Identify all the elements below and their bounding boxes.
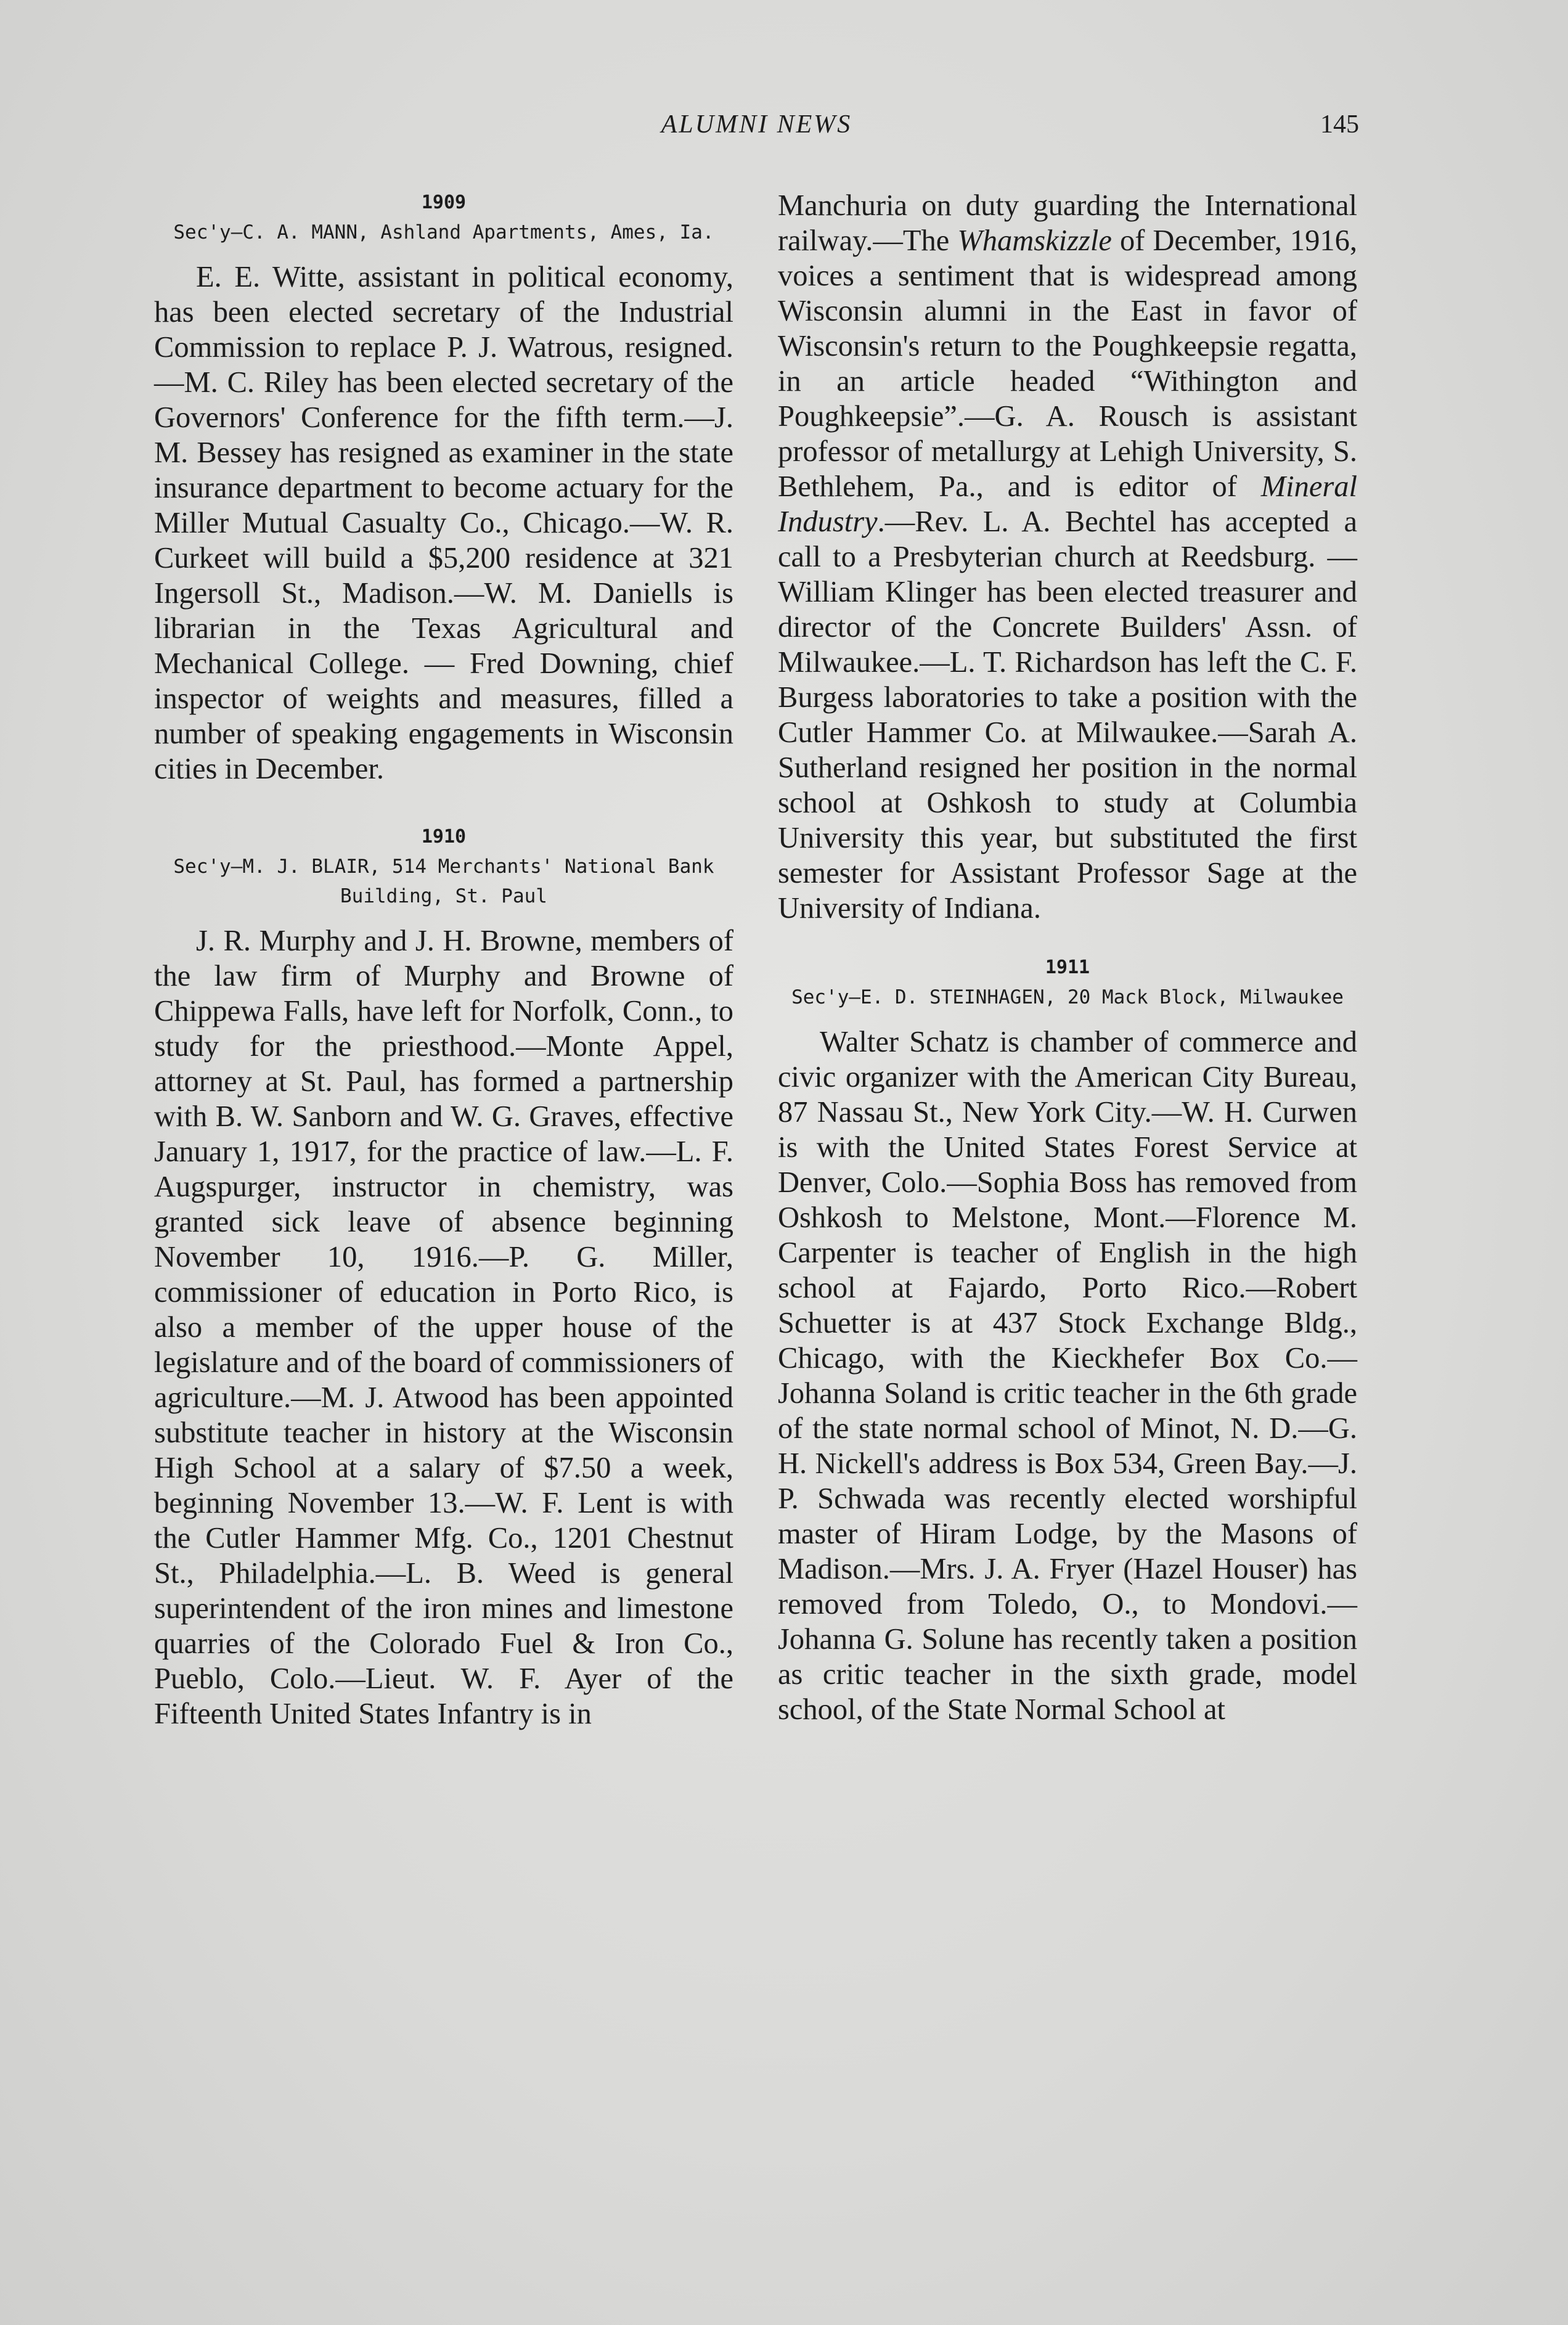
text-run: Manchuria on duty guarding the International railway.—The xyxy=(778,189,1357,257)
section-gap xyxy=(154,787,733,822)
secretary-line: Sec'y—E. D. STEINHAGEN, 20 Mack Block, Milwaukee xyxy=(791,986,1344,1008)
news-paragraph: E. E. Witte, assistant in political economy, has been elected secretary of the Industrial Commission to replace P. J. Watrous, resigned.—M. C. Riley has been elected secretary of the Governors' Conference for the fifth term.—J. M. Bessey has resigned as examiner in the state insurance department to become actuary for the Miller Mutual Casualty Co., Chicago.—W. R. Curkeet will build a $5,200 residence at 321 Ingersoll St., Madison.—W. M. Daniells is librarian in the Texas Agricultural and Mechanical College. — Fred Downing, chief inspector of weights and measures, filled a number of speaking engagements in Wisconsin cities in December. xyxy=(154,261,733,785)
section-1909 xyxy=(154,188,733,787)
publication-title: Mineral Industry xyxy=(778,470,1357,538)
left-column xyxy=(154,188,733,1731)
secretary-line: Sec'y—C. A. MANN, Ashland Apartments, Ames, Ia. xyxy=(173,221,714,243)
running-header xyxy=(154,110,1359,147)
section-1910-continued xyxy=(778,188,1357,926)
section-1910 xyxy=(154,822,733,1731)
class-year-heading: 1911 xyxy=(1045,957,1090,978)
secretary-line: Sec'y—M. J. BLAIR, 514 Merchants' National Bank Building, St. Paul xyxy=(173,856,714,907)
section-1911 xyxy=(778,953,1357,1727)
news-paragraph: Walter Schatz is chamber of commerce and civic organizer with the American City Bureau, 87 Nassau St., New York City.—W. H. Curwen is with the United States Forest Service at Denver, Colo.—Sophia Boss has removed from Oshkosh to Melstone, Mont.—Florence M. Carpenter is teacher of English in the high school at Fajardo, Porto Rico.—Robert Schuetter is at 437 Stock Exchange Bldg., Chicago, with the Kieckhefer Box Co.—Johanna Soland is critic teacher in the 6th grade of the state normal school of Minot, N. D.—G. H. Nickell's address is Box 534, Green Bay.—J. P. Schwada was recently elected worshipful master of Hiram Lodge, by the Masons of Madison.—Mrs. J. A. Fryer (Hazel Houser) has removed from Toledo, O., to Mondovi.—Johanna G. Solune has recently taken a position as critic teacher in the sixth grade, model school, of the State Normal School at xyxy=(778,1026,1357,1726)
news-paragraph-continued xyxy=(778,188,1357,926)
header-title: ALUMNI NEWS xyxy=(661,110,852,139)
publication-title: Whamskizzle xyxy=(957,224,1112,257)
class-year-heading: 1909 xyxy=(421,192,467,213)
section-gap xyxy=(778,926,1357,953)
news-paragraph: J. R. Murphy and J. H. Browne, members of the law firm of Murphy and Browne of Chippewa Falls, have left for Norfolk, Conn., to study for the priesthood.—Monte Appel, attorney at St. Paul, has formed a partnership with B. W. Sanborn and W. G. Graves, effective January 1, 1917, for the practice of law.—L. F. Augspurger, instructor in chemistry, was granted sick leave of absence beginning November 10, 1916.—P. G. Miller, commissioner of education in Porto Rico, is also a member of the upper house of the legislature and of the board of commissioners of agriculture.—M. J. Atwood has been appointed substitute teacher in history at the Wisconsin High School at a salary of $7.50 a week, beginning November 13.—W. F. Lent is with the Cutler Hammer Mfg. Co., 1201 Chestnut St., Philadelphia.—L. B. Weed is general superintendent of the iron mines and limestone quarries of the Colorado Fuel & Iron Co., Pueblo, Colo.—Lieut. W. F. Ayer of the Fifteenth United States Infantry is in xyxy=(154,925,733,1730)
text-run: of December, 1916, voices a sentiment that is widespread among Wisconsin alumni in the East in favor of Wisconsin's return to the Poughkeepsie regatta, in an article headed “Withington and Poughkeepsie”.—G. A. Rousch is assistant professor of metallurgy at Lehigh University, S. Bethlehem, Pa., and is editor of xyxy=(778,224,1358,503)
page-number: 145 xyxy=(1320,110,1359,139)
text-run: .—Rev. L. A. Bechtel has accepted a call to a Presbyterian church at Reedsburg. — William Klinger has been elected treasurer and director of the Concrete Builders' Assn. of Milwaukee.—L. T. Richardson has left the C. F. Burgess laboratories to take a position with the Cutler Hammer Co. at Milwaukee.—Sarah A. Sutherland resigned her position in the normal school at Oshkosh to study at Columbia University this year, but substituted the first semester for Assistant Professor Sage at the University of Indiana. xyxy=(778,505,1357,925)
class-year-heading: 1910 xyxy=(421,826,467,848)
right-column xyxy=(778,188,1357,1727)
